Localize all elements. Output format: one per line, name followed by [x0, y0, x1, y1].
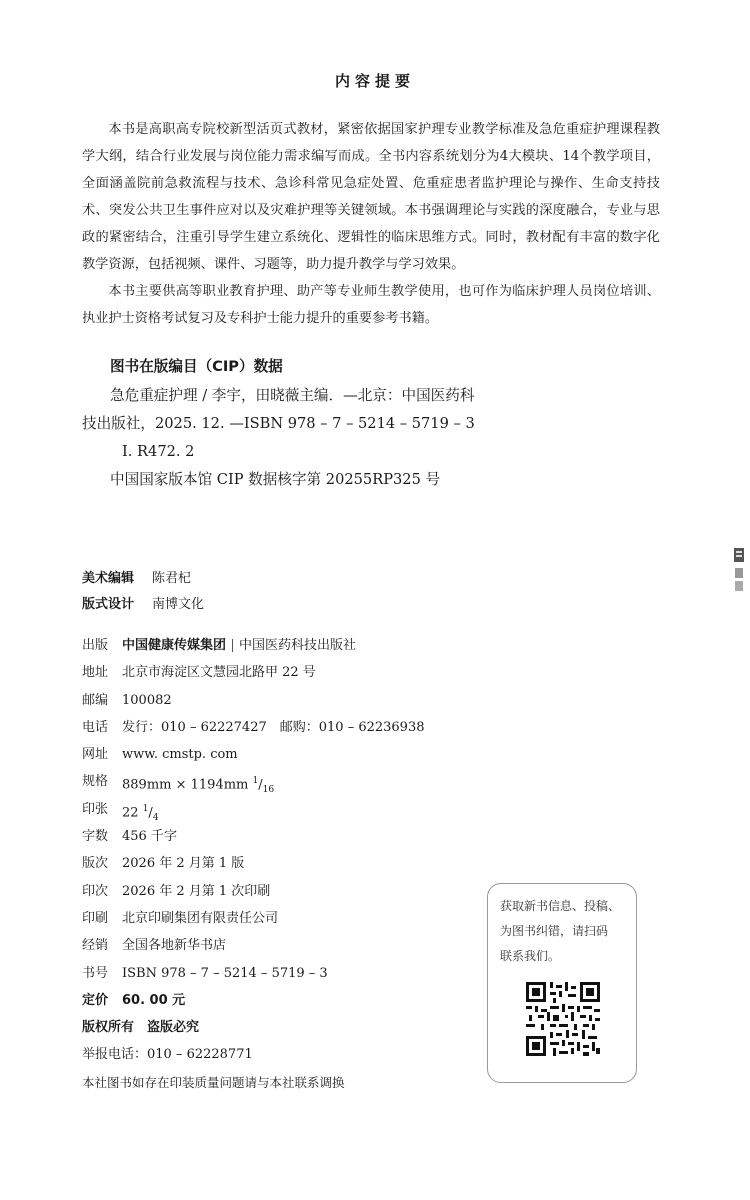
fraction-numerator: 1	[252, 776, 259, 787]
fraction-numerator: 1	[142, 803, 149, 814]
qr-caption	[500, 894, 628, 969]
info-label: 定价	[82, 992, 109, 1008]
cip-line-4: 中国国家版本馆 CIP 数据核字第 20255RP325 号	[110, 471, 441, 488]
editor-label: 美术编辑	[82, 571, 135, 586]
info-value: ISBN 978 – 7 – 5214 – 5719 – 3	[122, 965, 328, 981]
info-value: 北京印刷集团有限责任公司	[122, 910, 279, 926]
qr-caption-line: 获取新书信息、投稿、	[500, 899, 621, 913]
info-label: 规格	[82, 774, 109, 790]
info-label: 出版	[82, 638, 109, 653]
publisher-group: 中国健康传媒集团	[122, 638, 227, 653]
info-row-words	[82, 823, 425, 850]
qr-caption-line: 为图书纠错，请扫码	[500, 924, 609, 938]
info-value: 全国各地新华书店	[122, 938, 227, 954]
info-row-edition	[82, 850, 425, 877]
info-row-printing	[82, 878, 425, 905]
info-label: 地址	[82, 665, 109, 681]
info-value: 北京市海淀区文慧园北路甲 22 号	[122, 665, 316, 681]
fraction-denominator: 4	[152, 812, 159, 823]
info-row-web	[82, 741, 425, 768]
cip-line-2: 技出版社，2025. 12. —ISBN 978 – 7 – 5214 – 5719 – 3	[82, 415, 475, 432]
report-row	[82, 1041, 425, 1068]
fraction-denominator: 16	[262, 785, 275, 796]
publication-info	[82, 632, 425, 1096]
quality-notice: 本社图书如存在印装质量问题请与本社联系调换	[82, 1074, 345, 1090]
editor-row	[82, 566, 204, 592]
info-value: 2026 年 2 月第 1 版	[122, 856, 245, 872]
abstract	[82, 116, 660, 332]
info-row-distributor	[82, 932, 425, 959]
info-value: 456 千字	[122, 829, 177, 845]
notice-row	[82, 1069, 425, 1096]
side-seal-icon	[733, 548, 745, 594]
info-row-printer	[82, 905, 425, 932]
editor-value: 陈君杞	[152, 571, 192, 586]
info-row-address	[82, 659, 425, 686]
info-value: 889mm × 1194mm	[122, 777, 249, 793]
qr-code-icon[interactable]	[526, 982, 600, 1056]
copyright-row	[82, 1014, 425, 1041]
info-value: 2026 年 2 月第 1 次印刷	[122, 883, 271, 899]
editor-row	[82, 592, 204, 618]
publisher-name: 中国医药科技出版社	[239, 638, 357, 653]
info-row-sheets: 印张 22 $^1/_4$	[82, 796, 425, 823]
cip-heading: 图书在版编目（CIP）数据	[110, 358, 283, 375]
cip-block	[82, 352, 682, 494]
qr-contact-box	[487, 883, 637, 1083]
info-row-phone	[82, 714, 425, 741]
cip-line-1: 急危重症护理 / 李宇，田晓薇主编．—北京：中国医药科	[110, 387, 475, 404]
editor-label: 版式设计	[82, 597, 135, 612]
info-row-postcode	[82, 687, 425, 714]
info-label: 印刷	[82, 910, 109, 926]
info-row-format: 规格 889mm × 1194mm $^1/_{16}$	[82, 768, 425, 795]
info-label: 书号	[82, 965, 109, 981]
page-title: 内容提要	[334, 72, 415, 90]
info-value: 60. 00 元	[122, 992, 186, 1008]
info-row-price	[82, 987, 425, 1014]
divider	[232, 639, 233, 652]
info-label: 印次	[82, 883, 109, 899]
abstract-paragraph-2: 本书主要供高等职业教育护理、助产等专业师生教学使用，也可作为临床护理人员岗位培训、执业护士资格考试复习及专科护士能力提升的重要参考书籍。	[82, 284, 660, 326]
info-value: 100082	[122, 692, 172, 708]
info-label: 邮编	[82, 692, 109, 708]
info-label: 字数	[82, 829, 109, 845]
info-label: 电话	[82, 719, 109, 735]
copyright-text: 版权所有 盗版必究	[82, 1020, 200, 1036]
info-value: 22	[122, 805, 139, 821]
abstract-paragraph-1: 本书是高职高专院校新型活页式教材，紧密依据国家护理专业教学标准及急危重症护理课程教学大纲，结合行业发展与岗位能力需求编写而成。全书内容系统划分为4大模块、14个教学项目，全面涵盖院前急救流程与技术、急诊科常见急症处置、危重症患者监护理论与操作、生命支持技术、突发公共卫生事件应对以及灾难护理等关键领域。本书强调理论与实践的深度融合，专业与思政的紧密结合，注重引导学生建立系统化、逻辑性的临床思维方式。同时，教材配有丰富的数字化教学资源，包括视频、课件、习题等，助力提升教学与学习效果。	[82, 122, 660, 272]
info-label: 经销	[82, 938, 109, 954]
cip-line-3: Ⅰ. R472. 2	[122, 443, 195, 460]
info-row-isbn	[82, 960, 425, 987]
editor-value: 南博文化	[152, 597, 205, 612]
editors-block	[82, 566, 204, 618]
info-value: 发行：010 – 62227427 邮购：010 – 62236938	[122, 719, 425, 735]
info-row-publisher	[82, 632, 425, 659]
info-value: www. cmstp. com	[122, 747, 238, 763]
info-label: 网址	[82, 747, 109, 763]
qr-caption-line: 联系我们。	[500, 949, 561, 963]
report-phone: 举报电话：010 – 62228771	[82, 1047, 253, 1063]
info-label: 版次	[82, 856, 109, 872]
info-label: 印张	[82, 801, 109, 817]
